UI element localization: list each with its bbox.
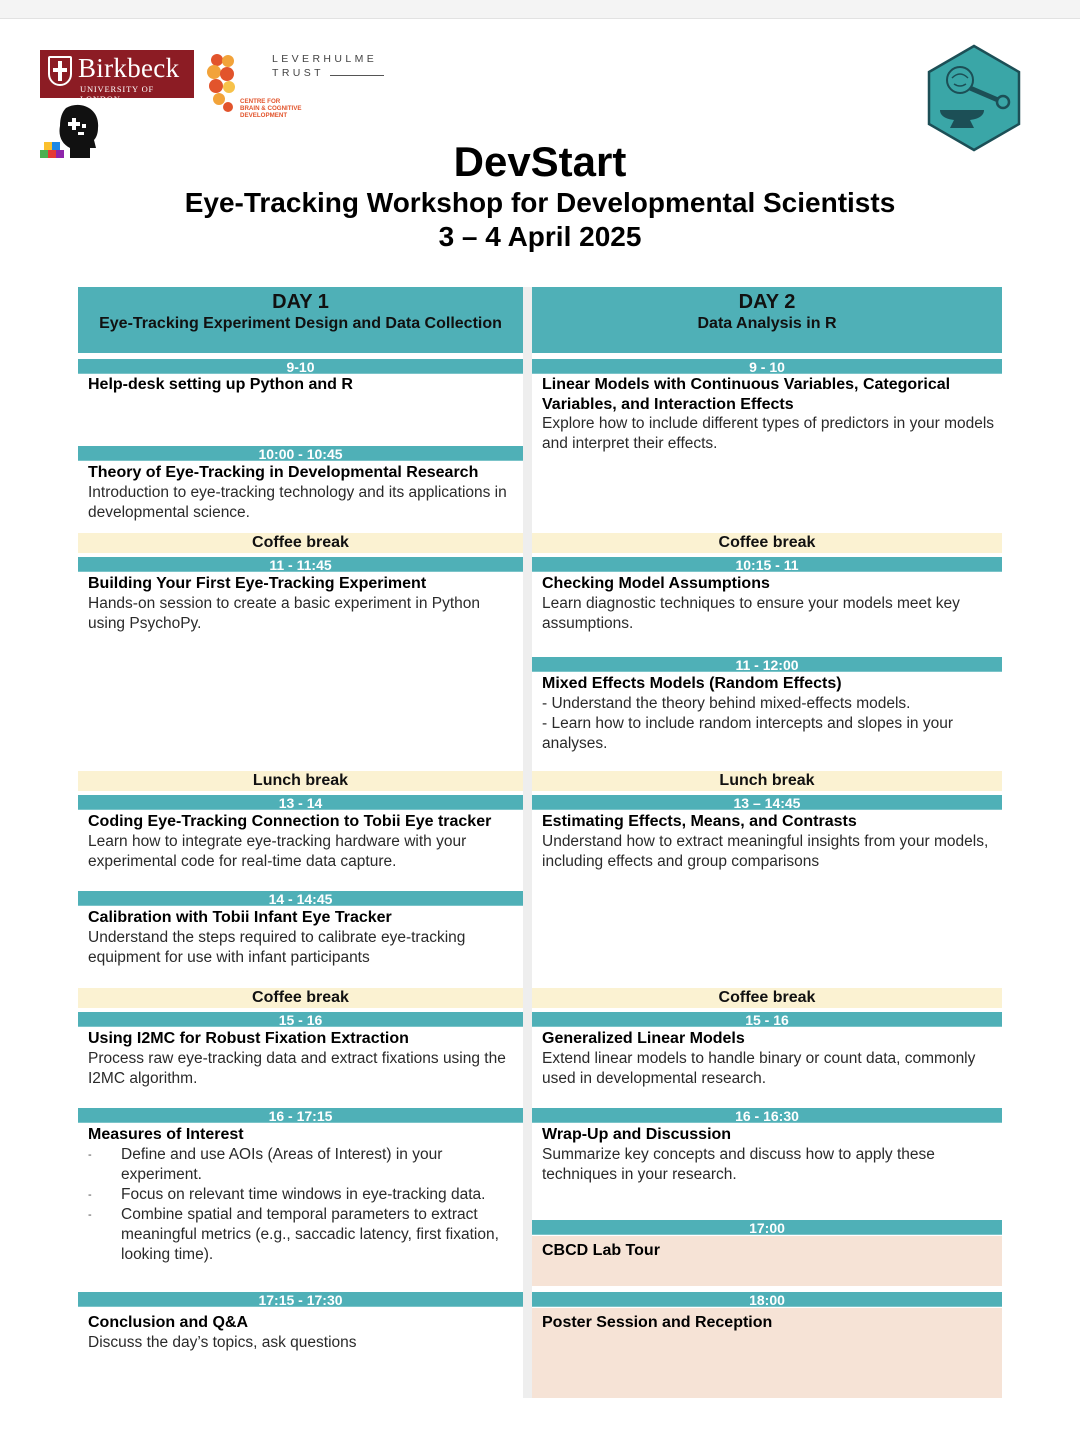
day1-time-13: 13 - 14: [78, 795, 523, 810]
day1-time-15: 15 - 16: [78, 1012, 523, 1027]
session-title: Conclusion and Q&A: [88, 1314, 248, 1331]
day1-time-9: 9-10: [78, 359, 523, 374]
bullet-item: - Combine spatial and temporal parameters to extract meaningful metrics (e.g., saccadic latency, first fixation, looking time).: [88, 1205, 517, 1265]
day2-header: [532, 287, 1002, 353]
day1-time-16: 16 - 17:15: [78, 1108, 523, 1123]
cbcd-line-2: BRAIN & COGNITIVE: [240, 104, 302, 112]
top-bar: [0, 0, 1080, 19]
birkbeck-subtitle: UNIVERSITY OF LONDON: [80, 84, 155, 104]
day1-session-i2mc: [78, 1029, 523, 1089]
day2-time-1015: 10:15 - 11: [532, 557, 1002, 572]
session-title: Coding Eye-Tracking Connection to Tobii Eye tracker: [88, 813, 492, 830]
cbcd-line-3: DEVELOPMENT: [240, 111, 288, 119]
day2-time-18: 18:00: [532, 1292, 1002, 1307]
day2-session-assumptions: [532, 574, 1002, 634]
day1-coffee-break-1: Coffee break: [78, 533, 523, 553]
page-subtitle: Eye-Tracking Workshop for Developmental Scientists: [184, 187, 896, 218]
birkbeck-name: Birkbeck: [78, 53, 180, 83]
day2-lunch-break: Lunch break: [532, 771, 1002, 791]
session-desc: Hands-on session to create a basic experiment in Python using PsychoPy.: [88, 594, 481, 632]
anvil-hammer-brain-icon: [926, 44, 1022, 152]
session-desc: Process raw eye-tracking data and extract fixations using the I2MC algorithm.: [88, 1049, 506, 1087]
day1-session-conclusion: [78, 1313, 523, 1353]
session-desc: Extend linear models to handle binary or count data, commonly used in developmental research.: [542, 1049, 976, 1087]
cbcd-logo-text: [240, 99, 330, 119]
day2-time-16: 16 - 16:30: [532, 1108, 1002, 1123]
day1-lunch-break: Lunch break: [78, 771, 523, 791]
page-dates: 3 – 4 April 2025: [438, 221, 642, 252]
day1-session-calibration: [78, 908, 523, 968]
day1-time-14: 14 - 14:45: [78, 891, 523, 906]
session-title: Generalized Linear Models: [542, 1030, 745, 1047]
day2-subtitle: Data Analysis in R: [697, 315, 837, 332]
session-desc: Introduction to eye-tracking technology and its applications in developmental science.: [88, 483, 507, 521]
day2-coffee-break-2: Coffee break: [532, 988, 1002, 1008]
day2-label: DAY 2: [738, 291, 796, 313]
day1-session-theory: [78, 463, 523, 523]
day2-session-poster: [532, 1313, 1002, 1333]
session-title: Help-desk setting up Python and R: [88, 376, 353, 393]
day2-time-11: 11 - 12:00: [532, 657, 1002, 672]
session-desc: Understand the steps required to calibrate eye-tracking equipment for use with infant participants: [88, 928, 466, 966]
bullet-item: - Focus on relevant time windows in eye-tracking data.: [88, 1185, 517, 1205]
session-desc: Learn how to integrate eye-tracking hardware with your experimental code for real-time data capture.: [88, 832, 467, 870]
session-title: Mixed Effects Models (Random Effects): [542, 675, 842, 692]
day2-time-13: 13 – 14:45: [532, 795, 1002, 810]
cbcd-line-1: CENTRE FOR: [240, 98, 281, 105]
session-title: Calibration with Tobii Infant Eye Tracker: [88, 909, 392, 926]
day2-session-wrapup: [532, 1125, 1002, 1185]
session-desc: Discuss the day’s topics, ask questions: [88, 1333, 357, 1351]
day2-session-glm: [532, 1029, 1002, 1089]
crest-icon: [48, 56, 72, 86]
day1-subtitle: Eye-Tracking Experiment Design and Data Collection: [99, 315, 502, 332]
session-title: Building Your First Eye-Tracking Experiment: [88, 575, 427, 592]
session-title: Linear Models with Continuous Variables, Categorical Variables, and Interaction Effects: [542, 376, 951, 413]
brain-icon: [206, 52, 238, 114]
page-title: DevStart: [453, 138, 627, 185]
session-title: Wrap-Up and Discussion: [542, 1126, 732, 1143]
session-desc: Explore how to include different types of predictors in your models and interpret their effects.: [542, 415, 995, 452]
session-desc: - Learn how to include random intercepts and slopes in your analyses.: [542, 714, 953, 752]
day2-coffee-break-1: Coffee break: [532, 533, 1002, 553]
day1-time-1715: 17:15 - 17:30: [78, 1292, 523, 1307]
session-title: Using I2MC for Robust Fixation Extraction: [88, 1030, 409, 1047]
day1-session-tobii-connection: [78, 812, 523, 872]
day1-time-10: 10:00 - 10:45: [78, 446, 523, 461]
column-gutter: [523, 287, 532, 1398]
bullet-item: - Define and use AOIs (Areas of Interest) in your experiment.: [88, 1145, 517, 1185]
day2-session-estimating: [532, 812, 1002, 872]
day2-time-9: 9 - 10: [532, 359, 1002, 374]
session-title: Checking Model Assumptions: [542, 575, 770, 592]
day1-header: [78, 287, 523, 353]
day2-session-linear-models: [532, 375, 1002, 454]
day1-time-11: 11 - 11:45: [78, 557, 523, 572]
session-desc: Learn diagnostic techniques to ensure your models meet key assumptions.: [542, 594, 960, 632]
leverhulme-trust: TRUST: [272, 67, 324, 79]
day2-time-17: 17:00: [532, 1220, 1002, 1235]
session-title: CBCD Lab Tour: [542, 1242, 660, 1259]
day1-session-measures: [78, 1125, 523, 1265]
leverhulme-rule: [330, 75, 384, 76]
day2-session-mixed-effects: [532, 674, 1002, 754]
session-desc: Summarize key concepts and discuss how to apply these techniques in your research.: [542, 1145, 935, 1183]
day1-session-helpdesk: [78, 375, 523, 395]
day1-coffee-break-2: Coffee break: [78, 988, 523, 1008]
birkbeck-logo: [40, 50, 194, 104]
session-title: Estimating Effects, Means, and Contrasts: [542, 813, 857, 830]
session-desc: Understand how to extract meaningful insights from your models, including effects and group comparisons: [542, 832, 989, 870]
day1-label: DAY 1: [272, 291, 329, 313]
day1-session-first-experiment: [78, 574, 523, 634]
session-desc: - Understand the theory behind mixed-effects models.: [542, 694, 911, 712]
session-title: Poster Session and Reception: [542, 1314, 773, 1331]
leverhulme-title: LEVERHULME: [272, 53, 378, 65]
day2-session-lab-tour: [532, 1241, 1002, 1261]
session-title: Theory of Eye-Tracking in Developmental Research: [88, 464, 479, 481]
session-title: Measures of Interest: [88, 1126, 244, 1143]
day2-time-15: 15 - 16: [532, 1012, 1002, 1027]
